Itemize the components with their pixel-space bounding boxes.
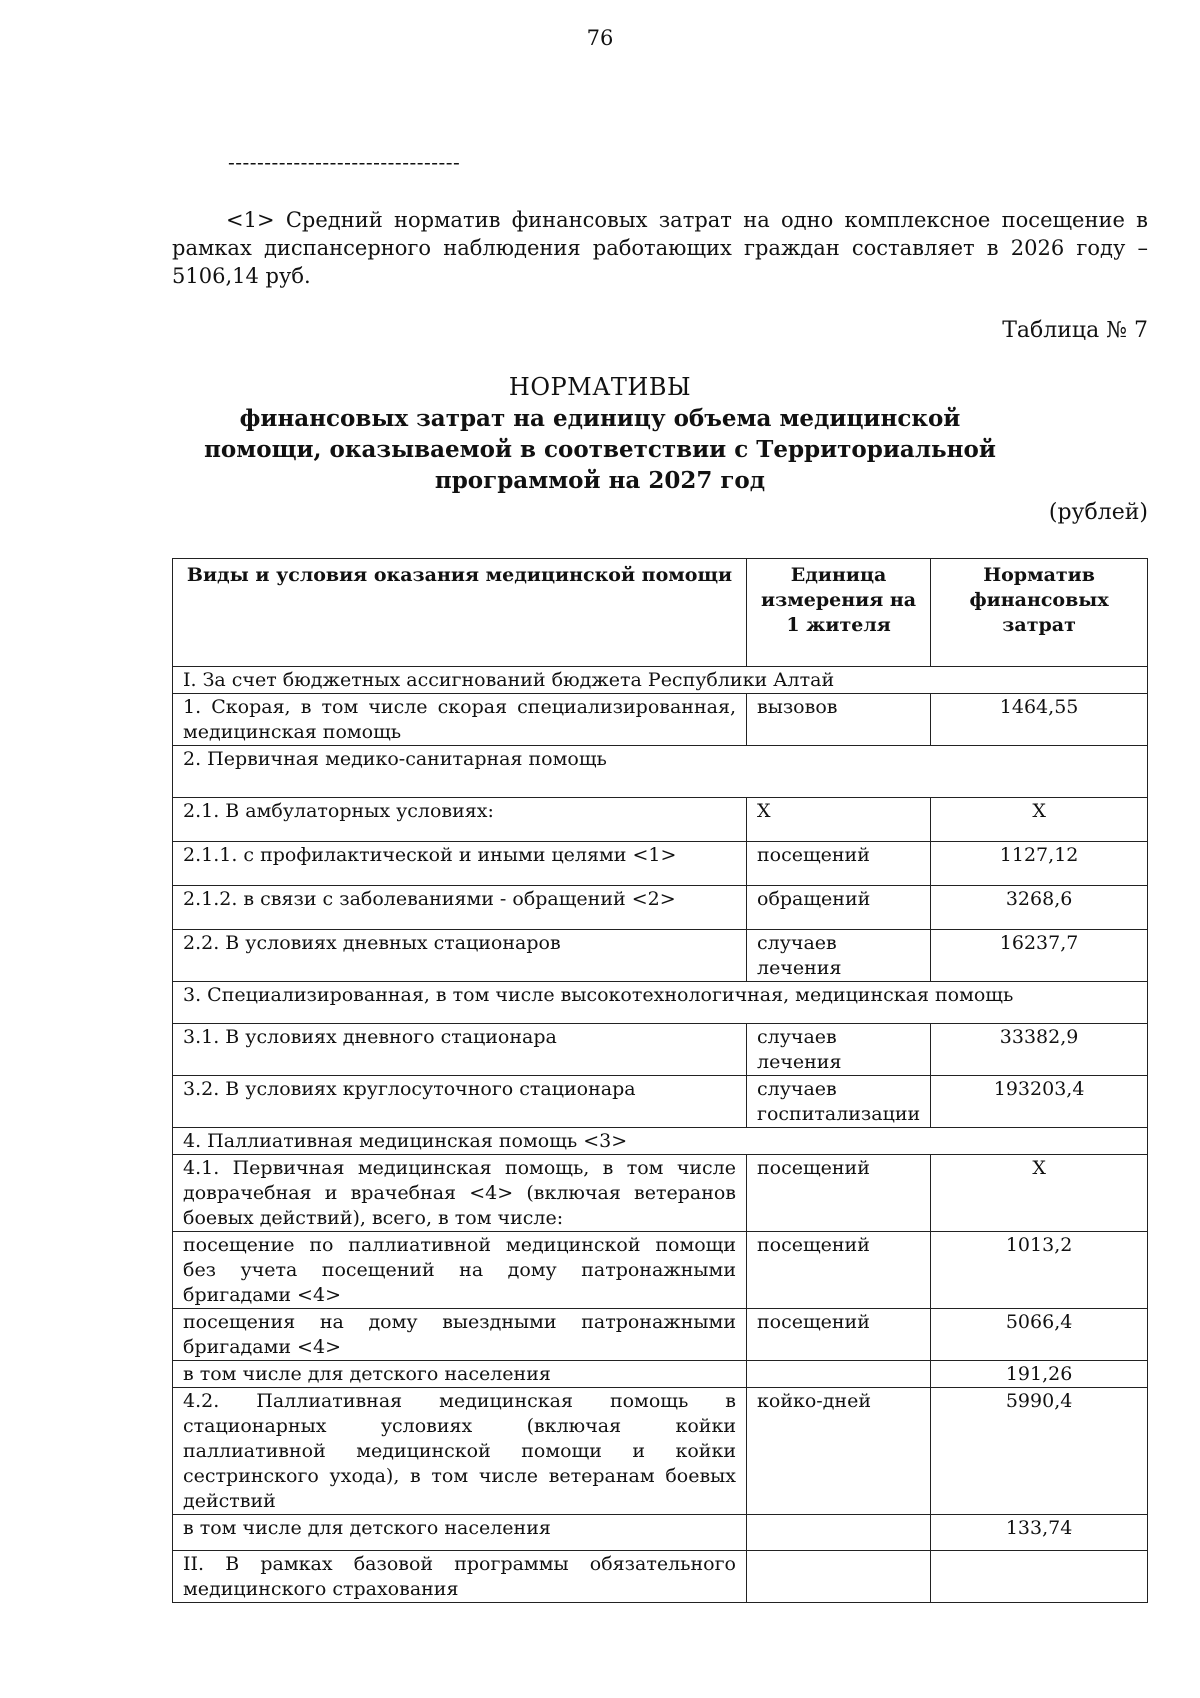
heading-line-3: программой на 2027 год xyxy=(434,467,766,494)
table-row xyxy=(173,1076,1148,1128)
cell-unit xyxy=(747,1361,931,1388)
cell-unit: посещений xyxy=(747,1309,931,1361)
cell-unit xyxy=(747,1515,931,1551)
footnote-text: <1> Средний норматив финансовых затрат на одно комплексное посещение в рамках диспансерного наблюдения работающих граждан составляет в 2026 году – 5106,14 руб. xyxy=(172,208,1148,288)
cell-unit: случаев госпитализации xyxy=(747,1076,931,1128)
section-title: 2. Первичная медико-санитарная помощь xyxy=(173,746,1148,798)
table-section-row xyxy=(173,667,1148,694)
table-row xyxy=(173,694,1148,746)
cell-type: посещение по паллиативной медицинской помощи без учета посещений на дому патронажными бригадами <4> xyxy=(173,1232,747,1309)
cell-norm: 1464,55 xyxy=(931,694,1148,746)
cell-type: 4.2. Паллиативная медицинская помощь в стационарных условиях (включая койки паллиативной медицинской помощи и койки сестринского ухода), в том числе ветеранам боевых действий xyxy=(173,1388,747,1515)
cell-type: 2.1.1. с профилактической и иными целями <1> xyxy=(173,842,747,886)
cell-norm: 191,26 xyxy=(931,1361,1148,1388)
table-header-row xyxy=(173,559,1148,667)
table-row xyxy=(173,886,1148,930)
norms-table xyxy=(172,558,1148,1603)
cell-type: посещения на дому выездными патронажными бригадами <4> xyxy=(173,1309,747,1361)
table-row xyxy=(173,798,1148,842)
table-row xyxy=(173,1361,1148,1388)
cell-unit xyxy=(747,1551,931,1603)
cell-unit: посещений xyxy=(747,1155,931,1232)
cell-norm: 1127,12 xyxy=(931,842,1148,886)
units-label: (рублей) xyxy=(1048,500,1148,525)
table-body xyxy=(173,667,1148,1603)
cell-norm: 193203,4 xyxy=(931,1076,1148,1128)
section-title: I. За счет бюджетных ассигнований бюджета Республики Алтай xyxy=(173,667,1148,694)
cell-norm: 33382,9 xyxy=(931,1024,1148,1076)
table-section-row xyxy=(173,1128,1148,1155)
table-row xyxy=(173,842,1148,886)
cell-norm xyxy=(931,1551,1148,1603)
table-row xyxy=(173,1551,1148,1603)
table-section-row xyxy=(173,746,1148,798)
cell-unit: случаев лечения xyxy=(747,1024,931,1076)
cell-norm: 5990,4 xyxy=(931,1388,1148,1515)
cell-unit: случаев лечения xyxy=(747,930,931,982)
cell-type: 2.2. В условиях дневных стационаров xyxy=(173,930,747,982)
cell-norm: X xyxy=(931,798,1148,842)
cell-type: в том числе для детского населения xyxy=(173,1361,747,1388)
heading-line-1: финансовых затрат на единицу объема медицинской xyxy=(239,405,961,432)
cell-norm: 5066,4 xyxy=(931,1309,1148,1361)
cell-unit: X xyxy=(747,798,931,842)
table-row xyxy=(173,1024,1148,1076)
section-title: 4. Паллиативная медицинская помощь <3> xyxy=(173,1128,1148,1155)
cell-norm: 1013,2 xyxy=(931,1232,1148,1309)
table-section-row xyxy=(173,982,1148,1024)
cell-type: II. В рамках базовой программы обязательного медицинского страхования xyxy=(173,1551,747,1603)
cell-unit: вызовов xyxy=(747,694,931,746)
table-label: Таблица № 7 xyxy=(1002,318,1148,343)
cell-norm: X xyxy=(931,1155,1148,1232)
table-row xyxy=(173,1515,1148,1551)
cell-unit: посещений xyxy=(747,1232,931,1309)
page-number: 76 xyxy=(586,26,614,50)
table-row xyxy=(173,1155,1148,1232)
header-unit: Единица измерения на 1 жителя xyxy=(747,559,931,667)
cell-type: в том числе для детского населения xyxy=(173,1515,747,1551)
header-norm: Норматив финансовых затрат xyxy=(931,559,1148,667)
cell-norm: 133,74 xyxy=(931,1515,1148,1551)
cell-unit: посещений xyxy=(747,842,931,886)
cell-type: 1. Скорая, в том числе скорая специализированная, медицинская помощь xyxy=(173,694,747,746)
heading-title: НОРМАТИВЫ xyxy=(508,373,692,401)
cell-type: 4.1. Первичная медицинская помощь, в том числе доврачебная и врачебная <4> (включая ветеранов боевых действий), всего, в том числе: xyxy=(173,1155,747,1232)
cell-type: 3.2. В условиях круглосуточного стационара xyxy=(173,1076,747,1128)
document-heading xyxy=(0,372,1200,496)
cell-unit: обращений xyxy=(747,886,931,930)
cell-norm: 3268,6 xyxy=(931,886,1148,930)
table-row xyxy=(173,930,1148,982)
cell-type: 2.1.2. в связи с заболеваниями - обращений <2> xyxy=(173,886,747,930)
cell-type: 2.1. В амбулаторных условиях: xyxy=(173,798,747,842)
heading-line-2: помощи, оказываемой в соответствии с Территориальной xyxy=(204,436,996,463)
section-title: 3. Специализированная, в том числе высокотехнологичная, медицинская помощь xyxy=(173,982,1148,1024)
cell-norm: 16237,7 xyxy=(931,930,1148,982)
header-type: Виды и условия оказания медицинской помощи xyxy=(173,559,747,667)
table-row xyxy=(173,1309,1148,1361)
footnote-separator: -------------------------------- xyxy=(228,150,461,174)
cell-unit: койко-дней xyxy=(747,1388,931,1515)
cell-type: 3.1. В условиях дневного стационара xyxy=(173,1024,747,1076)
table-row xyxy=(173,1388,1148,1515)
table-row xyxy=(173,1232,1148,1309)
